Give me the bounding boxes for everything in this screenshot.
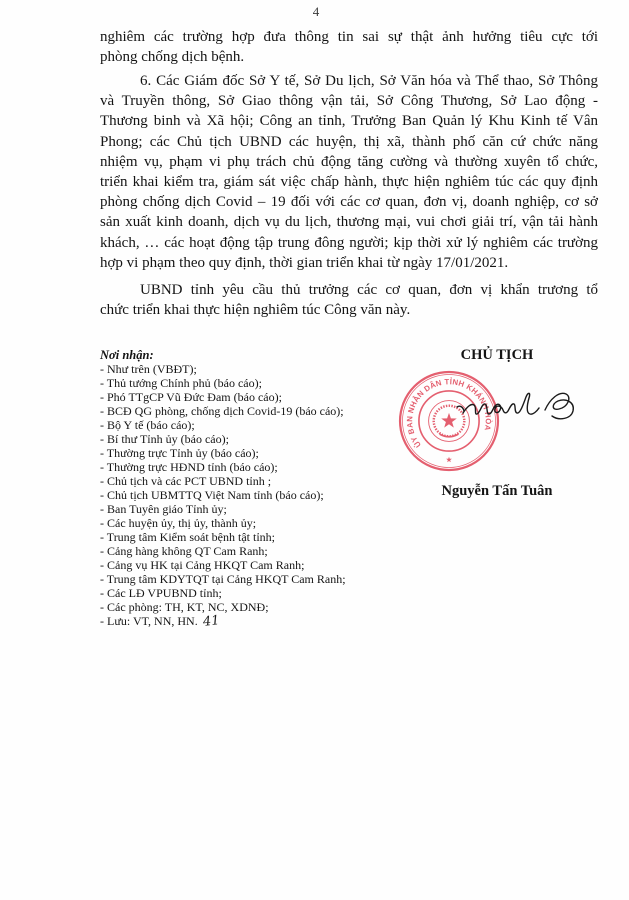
recipient-item: - Trung tâm Kiểm soát bệnh tật tỉnh; [100,530,275,544]
recipient-item: - BCĐ QG phòng, chống dịch Covid-19 (báo cáo); [100,404,344,418]
signature-stroke [457,406,464,411]
text-line: phòng chống dịch Covid – 19 đối với các cơ quan, đơn vị, doanh nghiệp, cơ sở [100,194,598,211]
recipient-item: - Ban Tuyên giáo Tỉnh ủy; [100,502,227,516]
text-line: và Truyền thông, Sở Giao thông vận tải, Sở Công Thương, Sở Lao động - [100,93,598,110]
recipient-item: - Bí thư Tỉnh ủy (báo cáo); [100,432,229,446]
recipient-item: - Các phòng: TH, KT, NC, XDNĐ; [100,600,269,614]
recipient-item: - Thường trực HĐND tỉnh (báo cáo); [100,460,278,474]
text-line: Thương binh và Xã hội; Công an tỉnh, Trưởng Ban Quản lý Khu Kinh tế Vân [100,113,598,130]
paragraph-closing-request [100,280,598,320]
handwritten-signature [455,385,580,430]
signer-name: Nguyễn Tấn Tuân [441,483,553,499]
recipient-item: - Trung tâm KDYTQT tại Cảng HKQT Cam Ranh; [100,572,346,586]
page-number: 4 [312,4,320,19]
signer-title: CHỦ TỊCH [460,347,534,363]
recipient-item-archive [100,614,400,629]
signature-stroke [463,393,539,414]
recipients-list [100,348,400,629]
recipient-item: - Bộ Y tế (báo cáo); [100,418,195,432]
text-line: triển khai kiểm tra, giám sát việc chấp hành, thực hiện nghiêm túc các quy định [100,173,598,190]
text-line: nghiêm các trường hợp đưa thông tin sai sự thật ảnh hưởng tiêu cực tới [100,29,598,45]
text-line: hợp vi phạm theo quy định, thời gian triển khai từ ngày 17/01/2021. [100,254,509,271]
seal-top-text: ỦY BAN NHÂN DÂN TỈNH [405,377,466,450]
seal-bottom-star-icon [446,457,452,463]
text-line: UBND tỉnh yêu cầu thủ trưởng các cơ quan, đơn vị khẩn trương tổ [140,282,598,298]
paragraph-item-6 [100,71,598,273]
text-line: nhiệm vụ, phạm vi phụ trách chủ động tăng cường và thường xuyên tổ chức, [100,153,598,170]
paragraph-continuation [100,27,598,67]
recipient-item: - Chủ tịch UBMTTQ Việt Nam tỉnh (báo cáo); [100,488,324,502]
recipient-item: - Phó TTgCP Vũ Đức Đam (báo cáo); [100,390,282,404]
text-line: khách, … các hoạt động tập trung đông người; kịp thời xử lý nghiêm các trường [100,234,598,251]
recipient-item-text: - Lưu: VT, NN, HN. [100,614,198,628]
text-line: 6. Các Giám đốc Sở Y tế, Sở Du lịch, Sở Văn hóa và Thể thao, Sở Thông [140,73,598,89]
text-line: Phong; các Chủ tịch UBND các huyện, thị xã, thành phố căn cứ chức năng [100,133,598,150]
recipient-item: - Các LĐ VPUBND tỉnh; [100,586,222,600]
handwritten-copy-count: 41 [201,613,220,630]
recipient-item: - Thường trực Tỉnh ủy (báo cáo); [100,446,259,460]
text-line: phòng chống dịch bệnh. [100,49,245,66]
signature-stroke [545,393,573,418]
text-line: sản xuất kinh doanh, dịch vụ du lịch, thương mại, vui chơi giải trí, vận tải hành [100,214,598,231]
seal-side-text: KHÁNH HÒA [464,382,493,432]
recipient-item: - Như trên (VBĐT); [100,362,197,376]
text-line: chức triển khai thực hiện nghiêm túc Công văn này. [100,302,411,319]
recipient-item: - Cảng vụ HK tại Cảng HKQT Cam Ranh; [100,558,305,572]
recipient-item: - Chủ tịch và các PCT UBND tỉnh ; [100,474,272,488]
recipient-item: - Các huyện ủy, thị ủy, thành ủy; [100,516,257,530]
recipient-item: - Cảng hàng không QT Cam Ranh; [100,544,268,558]
recipient-item: - Thủ tướng Chính phủ (báo cáo); [100,376,262,390]
recipients-heading: Nơi nhận: [100,348,154,362]
